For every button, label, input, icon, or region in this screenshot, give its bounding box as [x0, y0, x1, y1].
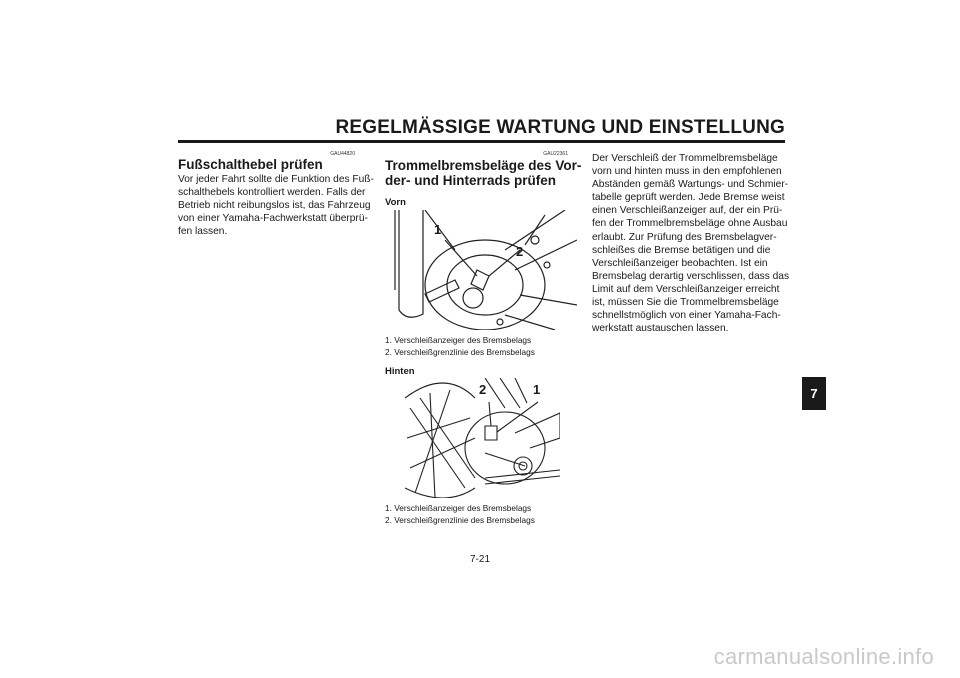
text-line: schalthebels kontrolliert werden. Falls der	[178, 187, 366, 199]
section-heading-drum-brake	[385, 158, 581, 188]
text-line: fen der Trommelbremsbeläge ohne Ausbau	[592, 218, 788, 230]
text-line: Bremsbelag derartig verschlissen, dass das	[592, 270, 790, 282]
legend-item: 1. Verschleißanzeiger des Bremsbelags	[385, 335, 532, 345]
text-line: Abständen gemäß Wartungs- und Schmier-	[592, 179, 789, 191]
section-code: GAU22361	[543, 151, 568, 157]
text-line: von einer Yamaha-Fachwerkstatt überprü-	[178, 213, 368, 225]
callout-1: 1	[434, 222, 442, 237]
legend-item: 1. Verschleißanzeiger des Bremsbelags	[385, 503, 532, 513]
rear-label: Hinten	[385, 366, 415, 377]
rear-drum-brake-illustration	[405, 378, 560, 498]
section-heading-shift-pedal: Fußschalthebel prüfen	[178, 157, 323, 172]
legend-item: 2. Verschleißgrenzlinie des Bremsbelags	[385, 346, 535, 357]
callout-2: 2	[516, 244, 524, 259]
text-line: fen lassen.	[178, 226, 228, 238]
section-code: GAU44820	[330, 151, 355, 157]
text-line: Vor jeder Fahrt sollte die Funktion des Fuß-	[178, 174, 374, 185]
text-line: werkstatt austauschen lassen.	[592, 323, 729, 335]
drum-brake-body-text	[592, 152, 789, 335]
page-number: 7-21	[469, 554, 490, 565]
text-line: einen Verschleißanzeiger auf, der ein Prü-	[592, 205, 783, 217]
text-line: Limit auf dem Verschleißanzeiger erreicht	[592, 283, 780, 295]
text-line: Betrieb nicht reibungslos ist, das Fahrzeug	[178, 200, 371, 212]
page-header-title: REGELMÄSSIGE WARTUNG UND EINSTELLUNG	[335, 117, 785, 138]
heading-line: der- und Hinterrads prüfen	[385, 173, 557, 188]
text-line: erlaubt. Zur Prüfung des Bremsbelagver-	[592, 231, 777, 243]
text-line: vorn und hinten muss in den empfohlenen	[592, 166, 782, 178]
watermark: carmanualsonline.info	[713, 644, 934, 669]
front-label: Vorn	[385, 197, 406, 208]
callout-2: 2	[479, 382, 487, 397]
text-line: schnellstmöglich von einer Yamaha-Fach-	[592, 310, 781, 322]
heading-line: Trommelbremsbeläge des Vor-	[385, 158, 582, 173]
text-line: Der Verschleiß der Trommelbremsbeläge	[592, 153, 778, 164]
callout-1: 1	[533, 382, 541, 397]
front-drum-brake-illustration	[385, 210, 577, 330]
front-figure-legend	[385, 335, 535, 358]
chapter-tab: 7	[802, 377, 826, 410]
text-line: schleißes die Bremse betätigen und die	[592, 244, 771, 256]
shift-pedal-body-text	[178, 173, 374, 238]
text-line: ist, müssen Sie die Trommelbremsbeläge	[592, 297, 779, 309]
text-line: tabelle geprüft werden. Jede Bremse weist	[592, 192, 785, 204]
legend-item: 2. Verschleißgrenzlinie des Bremsbelags	[385, 514, 535, 525]
header-rule	[178, 140, 785, 143]
text-line: Verschleißanzeiger beobachten. Ist ein	[592, 257, 768, 269]
rear-figure-legend	[385, 503, 535, 526]
